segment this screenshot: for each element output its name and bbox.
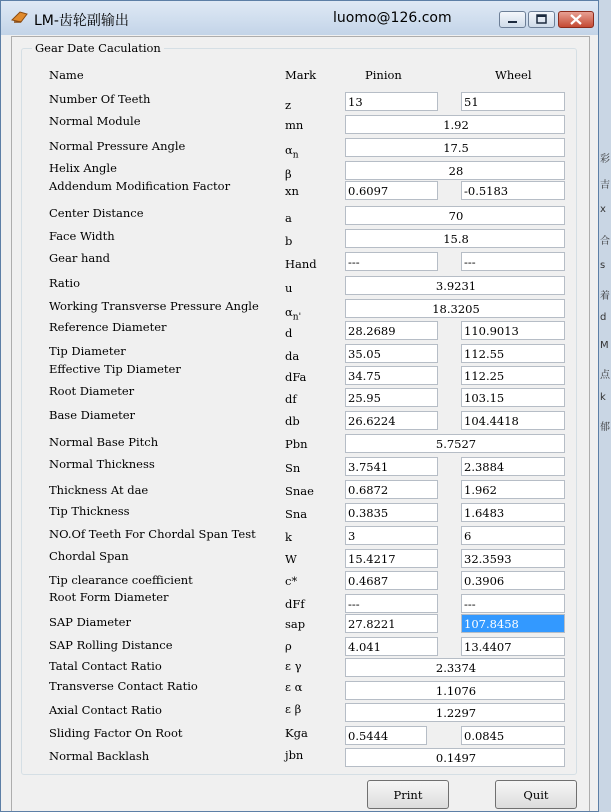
row-mark-symbol: sap bbox=[285, 617, 306, 631]
row-label: Tip Thickness bbox=[49, 504, 130, 518]
row-mark-symbol: b bbox=[285, 234, 293, 248]
pinion-field[interactable] bbox=[345, 526, 438, 545]
wheel-field[interactable] bbox=[461, 411, 565, 430]
row-mark bbox=[285, 167, 292, 181]
wheel-field[interactable] bbox=[461, 181, 565, 200]
row-label: Base Diameter bbox=[49, 408, 136, 422]
maximize-icon bbox=[529, 12, 554, 27]
minimize-icon bbox=[500, 12, 525, 27]
quit-button[interactable]: Quit bbox=[495, 780, 577, 809]
row-label: Number Of Teeth bbox=[49, 92, 151, 106]
row-mark-symbol: c* bbox=[285, 574, 298, 588]
row-mark-symbol: da bbox=[285, 349, 300, 363]
row-mark-symbol: dFa bbox=[285, 370, 307, 384]
row-mark bbox=[285, 118, 303, 132]
row-mark bbox=[285, 349, 299, 363]
pinion-field[interactable] bbox=[345, 549, 438, 568]
row-label: SAP Diameter bbox=[49, 615, 131, 629]
row-mark-symbol: ε α bbox=[285, 680, 303, 694]
background-glyph: s bbox=[600, 260, 606, 271]
print-button[interactable]: Print bbox=[367, 780, 449, 809]
row-label: Gear hand bbox=[49, 251, 111, 265]
row-label: Normal Module bbox=[49, 114, 141, 128]
row-label: Ratio bbox=[49, 276, 81, 290]
row-mark bbox=[285, 211, 292, 225]
value-field[interactable] bbox=[345, 703, 565, 722]
wheel-field[interactable] bbox=[461, 726, 565, 745]
row-mark bbox=[285, 414, 300, 428]
row-mark-symbol: k bbox=[285, 530, 292, 544]
pinion-field[interactable] bbox=[345, 480, 438, 499]
background-glyph: 彩 bbox=[600, 154, 610, 165]
app-icon bbox=[11, 10, 29, 24]
header-name: Name bbox=[49, 68, 84, 82]
row-mark bbox=[285, 659, 302, 673]
row-mark bbox=[285, 726, 308, 740]
row-label: Thickness At dae bbox=[49, 483, 149, 497]
wheel-field[interactable] bbox=[461, 614, 565, 633]
row-label: Effective Tip Diameter bbox=[49, 362, 181, 376]
wheel-field[interactable] bbox=[461, 480, 565, 499]
row-mark bbox=[285, 597, 305, 611]
background-glyph: 点 bbox=[600, 370, 610, 381]
row-mark-symbol: df bbox=[285, 392, 297, 406]
row-mark-symbol: ρ bbox=[285, 639, 292, 653]
wheel-field[interactable] bbox=[461, 503, 565, 522]
row-mark bbox=[285, 507, 307, 521]
row-mark-symbol: a bbox=[285, 211, 292, 225]
wheel-field[interactable] bbox=[461, 366, 565, 385]
row-mark bbox=[285, 530, 292, 544]
wheel-field[interactable] bbox=[461, 594, 565, 613]
row-label: Reference Diameter bbox=[49, 320, 167, 334]
wheel-field[interactable] bbox=[461, 252, 565, 271]
pinion-field[interactable] bbox=[345, 366, 438, 385]
value-field[interactable] bbox=[345, 161, 565, 180]
window-email: luomo@126.com bbox=[333, 10, 452, 26]
row-label: Root Form Diameter bbox=[49, 590, 169, 604]
row-mark-symbol: z bbox=[285, 98, 292, 112]
maximize-button[interactable] bbox=[528, 11, 555, 28]
row-mark-symbol: Pbn bbox=[285, 437, 308, 451]
row-mark bbox=[285, 281, 292, 295]
row-mark-symbol: α bbox=[285, 143, 293, 157]
value-field[interactable] bbox=[345, 276, 565, 295]
row-mark bbox=[285, 461, 300, 475]
pinion-field[interactable] bbox=[345, 321, 438, 340]
background-glyph: M bbox=[600, 340, 609, 351]
minimize-button[interactable] bbox=[499, 11, 526, 28]
row-label: Normal Backlash bbox=[49, 749, 150, 763]
row-mark bbox=[285, 143, 299, 160]
row-label: Chordal Span bbox=[49, 549, 129, 563]
row-label: Center Distance bbox=[49, 206, 144, 220]
row-mark bbox=[285, 552, 297, 566]
background-glyph: 合 bbox=[600, 236, 610, 247]
wheel-field[interactable] bbox=[461, 92, 565, 111]
row-mark-subscript: n bbox=[292, 150, 299, 161]
row-mark bbox=[285, 617, 305, 631]
value-field[interactable] bbox=[345, 206, 565, 225]
row-mark bbox=[285, 392, 297, 406]
row-mark-symbol: α bbox=[285, 305, 293, 319]
group-title: Gear Date Caculation bbox=[32, 41, 164, 55]
row-mark-symbol: W bbox=[285, 552, 297, 566]
wheel-field[interactable] bbox=[461, 549, 565, 568]
row-mark bbox=[285, 370, 306, 384]
wheel-field[interactable] bbox=[461, 344, 565, 363]
row-mark-symbol: dFf bbox=[285, 597, 305, 611]
row-label: Helix Angle bbox=[49, 161, 117, 175]
row-mark bbox=[285, 326, 292, 340]
wheel-field[interactable] bbox=[461, 571, 565, 590]
wheel-field[interactable] bbox=[461, 321, 565, 340]
row-mark-symbol: db bbox=[285, 414, 300, 428]
pinion-field[interactable] bbox=[345, 503, 438, 522]
row-mark-symbol: u bbox=[285, 281, 293, 295]
row-mark bbox=[285, 437, 308, 451]
row-mark bbox=[285, 257, 317, 271]
pinion-field[interactable] bbox=[345, 637, 438, 656]
value-field[interactable] bbox=[345, 138, 565, 157]
header-mark: Mark bbox=[285, 68, 317, 82]
wheel-field[interactable] bbox=[461, 457, 565, 476]
value-field[interactable] bbox=[345, 434, 565, 453]
row-mark-symbol: mn bbox=[285, 118, 304, 132]
row-label: Normal Base Pitch bbox=[49, 435, 159, 449]
close-button[interactable] bbox=[558, 11, 594, 28]
background-glyph: 郁 bbox=[600, 422, 610, 433]
header-pinion: Pinion bbox=[365, 68, 402, 82]
row-mark-symbol: Hand bbox=[285, 257, 317, 271]
wheel-field[interactable] bbox=[461, 526, 565, 545]
row-mark bbox=[285, 748, 303, 762]
row-label: Sliding Factor On Root bbox=[49, 726, 183, 740]
background-glyph: k bbox=[600, 392, 606, 403]
row-label: Root Diameter bbox=[49, 384, 135, 398]
pinion-field[interactable] bbox=[345, 181, 438, 200]
value-field[interactable] bbox=[345, 115, 565, 134]
pinion-field[interactable] bbox=[345, 411, 438, 430]
value-field[interactable] bbox=[345, 658, 565, 677]
value-field[interactable] bbox=[345, 748, 565, 767]
value-field[interactable] bbox=[345, 229, 565, 248]
row-mark-symbol: xn bbox=[285, 184, 299, 198]
row-mark bbox=[285, 184, 299, 198]
row-mark-symbol: ε γ bbox=[285, 659, 302, 673]
pinion-field[interactable] bbox=[345, 594, 438, 613]
window-title: LM-齿轮副输出 bbox=[34, 13, 129, 29]
row-mark-symbol: ε β bbox=[285, 702, 302, 716]
pinion-field[interactable] bbox=[345, 726, 427, 745]
row-label: NO.Of Teeth For Chordal Span Test bbox=[49, 527, 256, 541]
row-mark-subscript: n' bbox=[292, 312, 302, 323]
row-label: Tatal Contact Ratio bbox=[49, 659, 162, 673]
row-label: Addendum Modification Factor bbox=[49, 179, 231, 193]
row-mark-symbol: d bbox=[285, 326, 293, 340]
row-mark-symbol: Kga bbox=[285, 726, 308, 740]
row-label: Normal Pressure Angle bbox=[49, 139, 186, 153]
row-mark-symbol: Sna bbox=[285, 507, 308, 521]
background-glyph: x bbox=[600, 204, 606, 215]
row-mark bbox=[285, 305, 301, 322]
background-glyph: 吉 bbox=[600, 180, 610, 191]
wheel-field[interactable] bbox=[461, 637, 565, 656]
background-glyph: d bbox=[600, 312, 607, 323]
row-label: Tip Diameter bbox=[49, 344, 126, 358]
row-label: Tip clearance coefficient bbox=[49, 573, 193, 587]
row-mark bbox=[285, 702, 301, 716]
row-mark bbox=[285, 574, 297, 588]
close-icon bbox=[559, 12, 593, 27]
row-label: Normal Thickness bbox=[49, 457, 155, 471]
row-mark bbox=[285, 680, 302, 694]
row-mark bbox=[285, 484, 314, 498]
row-label: SAP Rolling Distance bbox=[49, 638, 173, 652]
pinion-field[interactable] bbox=[345, 614, 438, 633]
wheel-field[interactable] bbox=[461, 388, 565, 407]
row-mark bbox=[285, 639, 292, 653]
pinion-field[interactable] bbox=[345, 344, 438, 363]
pinion-field[interactable] bbox=[345, 571, 438, 590]
row-mark bbox=[285, 98, 291, 112]
row-mark bbox=[285, 234, 292, 248]
row-mark-symbol: β bbox=[285, 167, 292, 181]
title-bar[interactable] bbox=[1, 1, 598, 35]
pinion-field[interactable] bbox=[345, 252, 438, 271]
row-label: Transverse Contact Ratio bbox=[49, 679, 198, 693]
background-glyph: 着 bbox=[600, 291, 610, 302]
pinion-field[interactable] bbox=[345, 388, 438, 407]
row-mark-symbol: Snae bbox=[285, 484, 314, 498]
row-mark-symbol: jbn bbox=[285, 748, 304, 762]
row-mark-symbol: Sn bbox=[285, 461, 301, 475]
pinion-field[interactable] bbox=[345, 457, 438, 476]
header-wheel: Wheel bbox=[495, 68, 532, 82]
row-label: Axial Contact Ratio bbox=[49, 703, 162, 717]
value-field[interactable] bbox=[345, 681, 565, 700]
row-label: Face Width bbox=[49, 229, 115, 243]
pinion-field[interactable] bbox=[345, 92, 438, 111]
value-field[interactable] bbox=[345, 299, 565, 318]
row-label: Working Transverse Pressure Angle bbox=[49, 299, 259, 313]
